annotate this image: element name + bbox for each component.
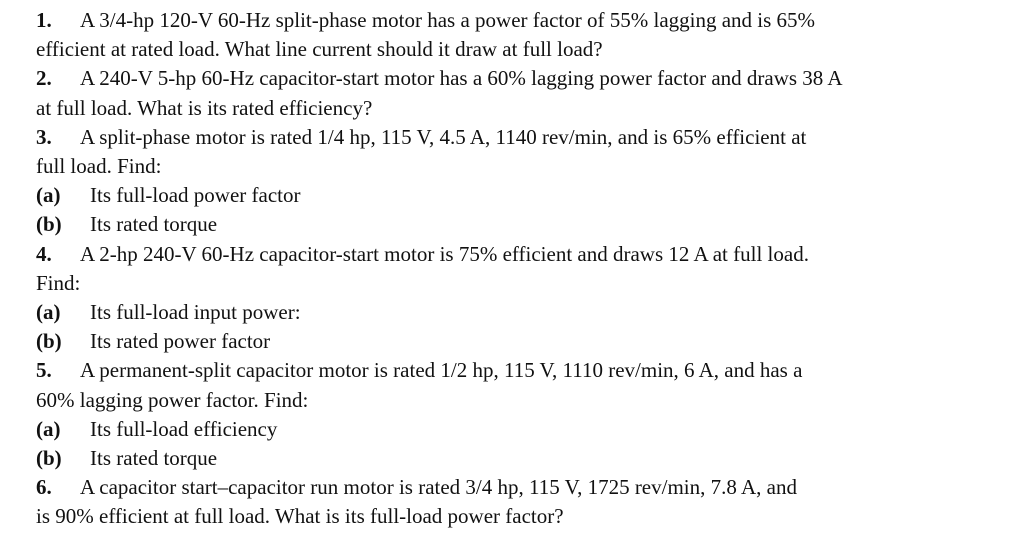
- problem-4: [36, 240, 996, 357]
- problem-list: [36, 6, 996, 532]
- problem-text-line: efficient at rated load. What line current should it draw at full load?: [36, 37, 603, 62]
- problem-part: [36, 444, 996, 473]
- part-label: (a): [36, 416, 61, 441]
- problem-text-line: full load. Find:: [36, 154, 162, 179]
- problem-text-line: is 90% efficient at full load. What is its full-load power factor?: [36, 504, 564, 529]
- problem-part: [36, 327, 996, 356]
- problem-text-line: at full load. What is its rated efficiency?: [36, 95, 373, 120]
- problem-5: [36, 356, 996, 473]
- part-label: (b): [36, 212, 62, 237]
- part-label: (b): [36, 329, 62, 354]
- problem-2: [36, 64, 996, 122]
- problem-text-line: A split-phase motor is rated 1/4 hp, 115 V, 4.5 A, 1140 rev/min, and is 65% efficient at: [80, 124, 807, 149]
- part-text: Its rated power factor: [90, 329, 271, 354]
- problem-text-line: A 3/4-hp 120-V 60-Hz split-phase motor has a power factor of 55% lagging and is 65%: [80, 8, 816, 32]
- problem-3: [36, 123, 996, 240]
- problem-number: 1.: [36, 8, 52, 32]
- part-label: (a): [36, 300, 61, 325]
- part-text: Its rated torque: [90, 446, 218, 471]
- part-text: Its full-load input power:: [90, 300, 301, 325]
- problem-number: 5.: [36, 358, 52, 383]
- problem-part: [36, 415, 996, 444]
- problem-6: [36, 473, 996, 531]
- problem-text-line: Find:: [36, 270, 81, 295]
- problem-text-line: A capacitor start–capacitor run motor is rated 3/4 hp, 115 V, 1725 rev/min, 7.8 A, and: [80, 475, 797, 500]
- part-text: Its full-load efficiency: [90, 416, 278, 441]
- problem-number: 6.: [36, 475, 52, 500]
- part-label: (b): [36, 446, 62, 471]
- part-label: (a): [36, 183, 61, 208]
- problem-part: [36, 210, 996, 239]
- problem-part: [36, 181, 996, 210]
- part-text: Its full-load power factor: [90, 183, 301, 208]
- problem-number: 4.: [36, 241, 52, 266]
- problem-text-line: A 2-hp 240-V 60-Hz capacitor-start motor is 75% efficient and draws 12 A at full load.: [80, 241, 809, 266]
- problem-number: 2.: [36, 66, 52, 91]
- problem-number: 3.: [36, 124, 52, 149]
- problem-text-line: 60% lagging power factor. Find:: [36, 387, 309, 412]
- problem-1: [36, 6, 996, 64]
- problem-text-line: A 240-V 5-hp 60-Hz capacitor-start motor has a 60% lagging power factor and draws 38 A: [80, 66, 843, 91]
- problem-text-line: A permanent-split capacitor motor is rated 1/2 hp, 115 V, 1110 rev/min, 6 A, and has a: [80, 358, 803, 383]
- problem-part: [36, 298, 996, 327]
- part-text: Its rated torque: [90, 212, 218, 237]
